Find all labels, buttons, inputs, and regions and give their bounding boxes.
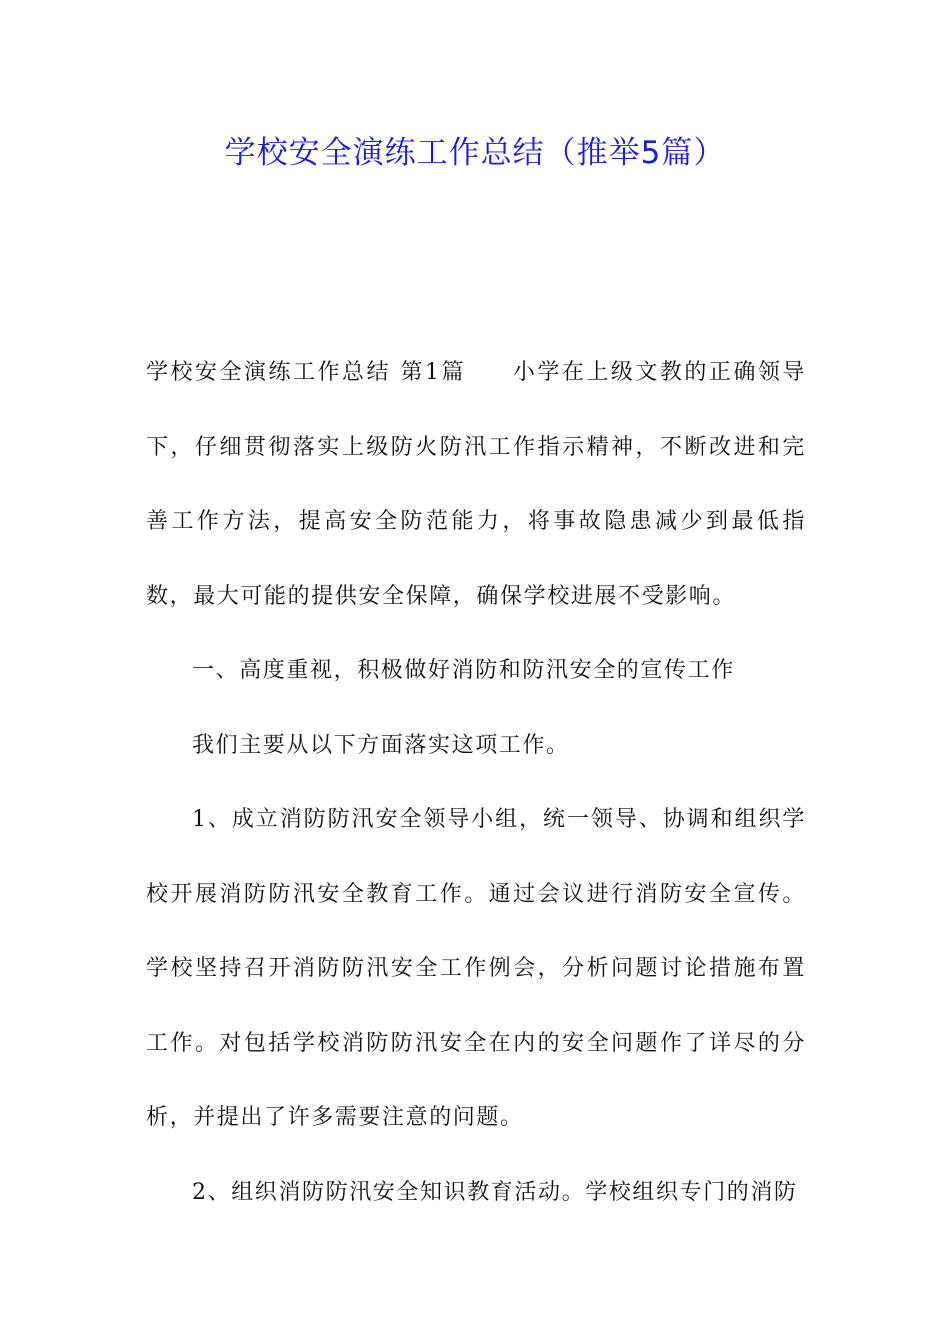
paragraph-item-2: 2、组织消防防汛安全知识教育活动。学校组织专门的消防 — [192, 1179, 798, 1205]
paragraph-item-1: 1、成立消防防汛安全领导小组，统一领导、协调和组织学校开展消防防汛安全教育工作。通过会议进行消防安全宣传。学校坚持召开消防防汛安全工作例会，分析问题讨论措施布置工作。对包括学校消防防汛安全在内的安全问题作了详尽的分析，并提出了许多需要注意的问题。 — [146, 807, 806, 1130]
paragraph-intro — [146, 336, 806, 634]
document-body — [146, 336, 806, 1230]
intro-heading: 学校安全演练工作总结 第1篇 — [146, 360, 466, 385]
document-title: 学校安全演练工作总结（推举5篇） — [224, 135, 726, 171]
paragraph-text: 我们主要从以下方面落实这项工作。 — [192, 732, 570, 758]
paragraph-section-heading: 一、高度重视，积极做好消防和防汛安全的宣传工作 — [192, 658, 735, 683]
intro-text: 小学在上级文教的正确领导下，仔细贯彻落实上级防火防汛工作指示精神，不断改进和完善工作方法，提高安全防范能力，将事故隐患减少到最低指数，最大可能的提供安全保障，确保学校进展不受影响。 — [146, 360, 806, 609]
